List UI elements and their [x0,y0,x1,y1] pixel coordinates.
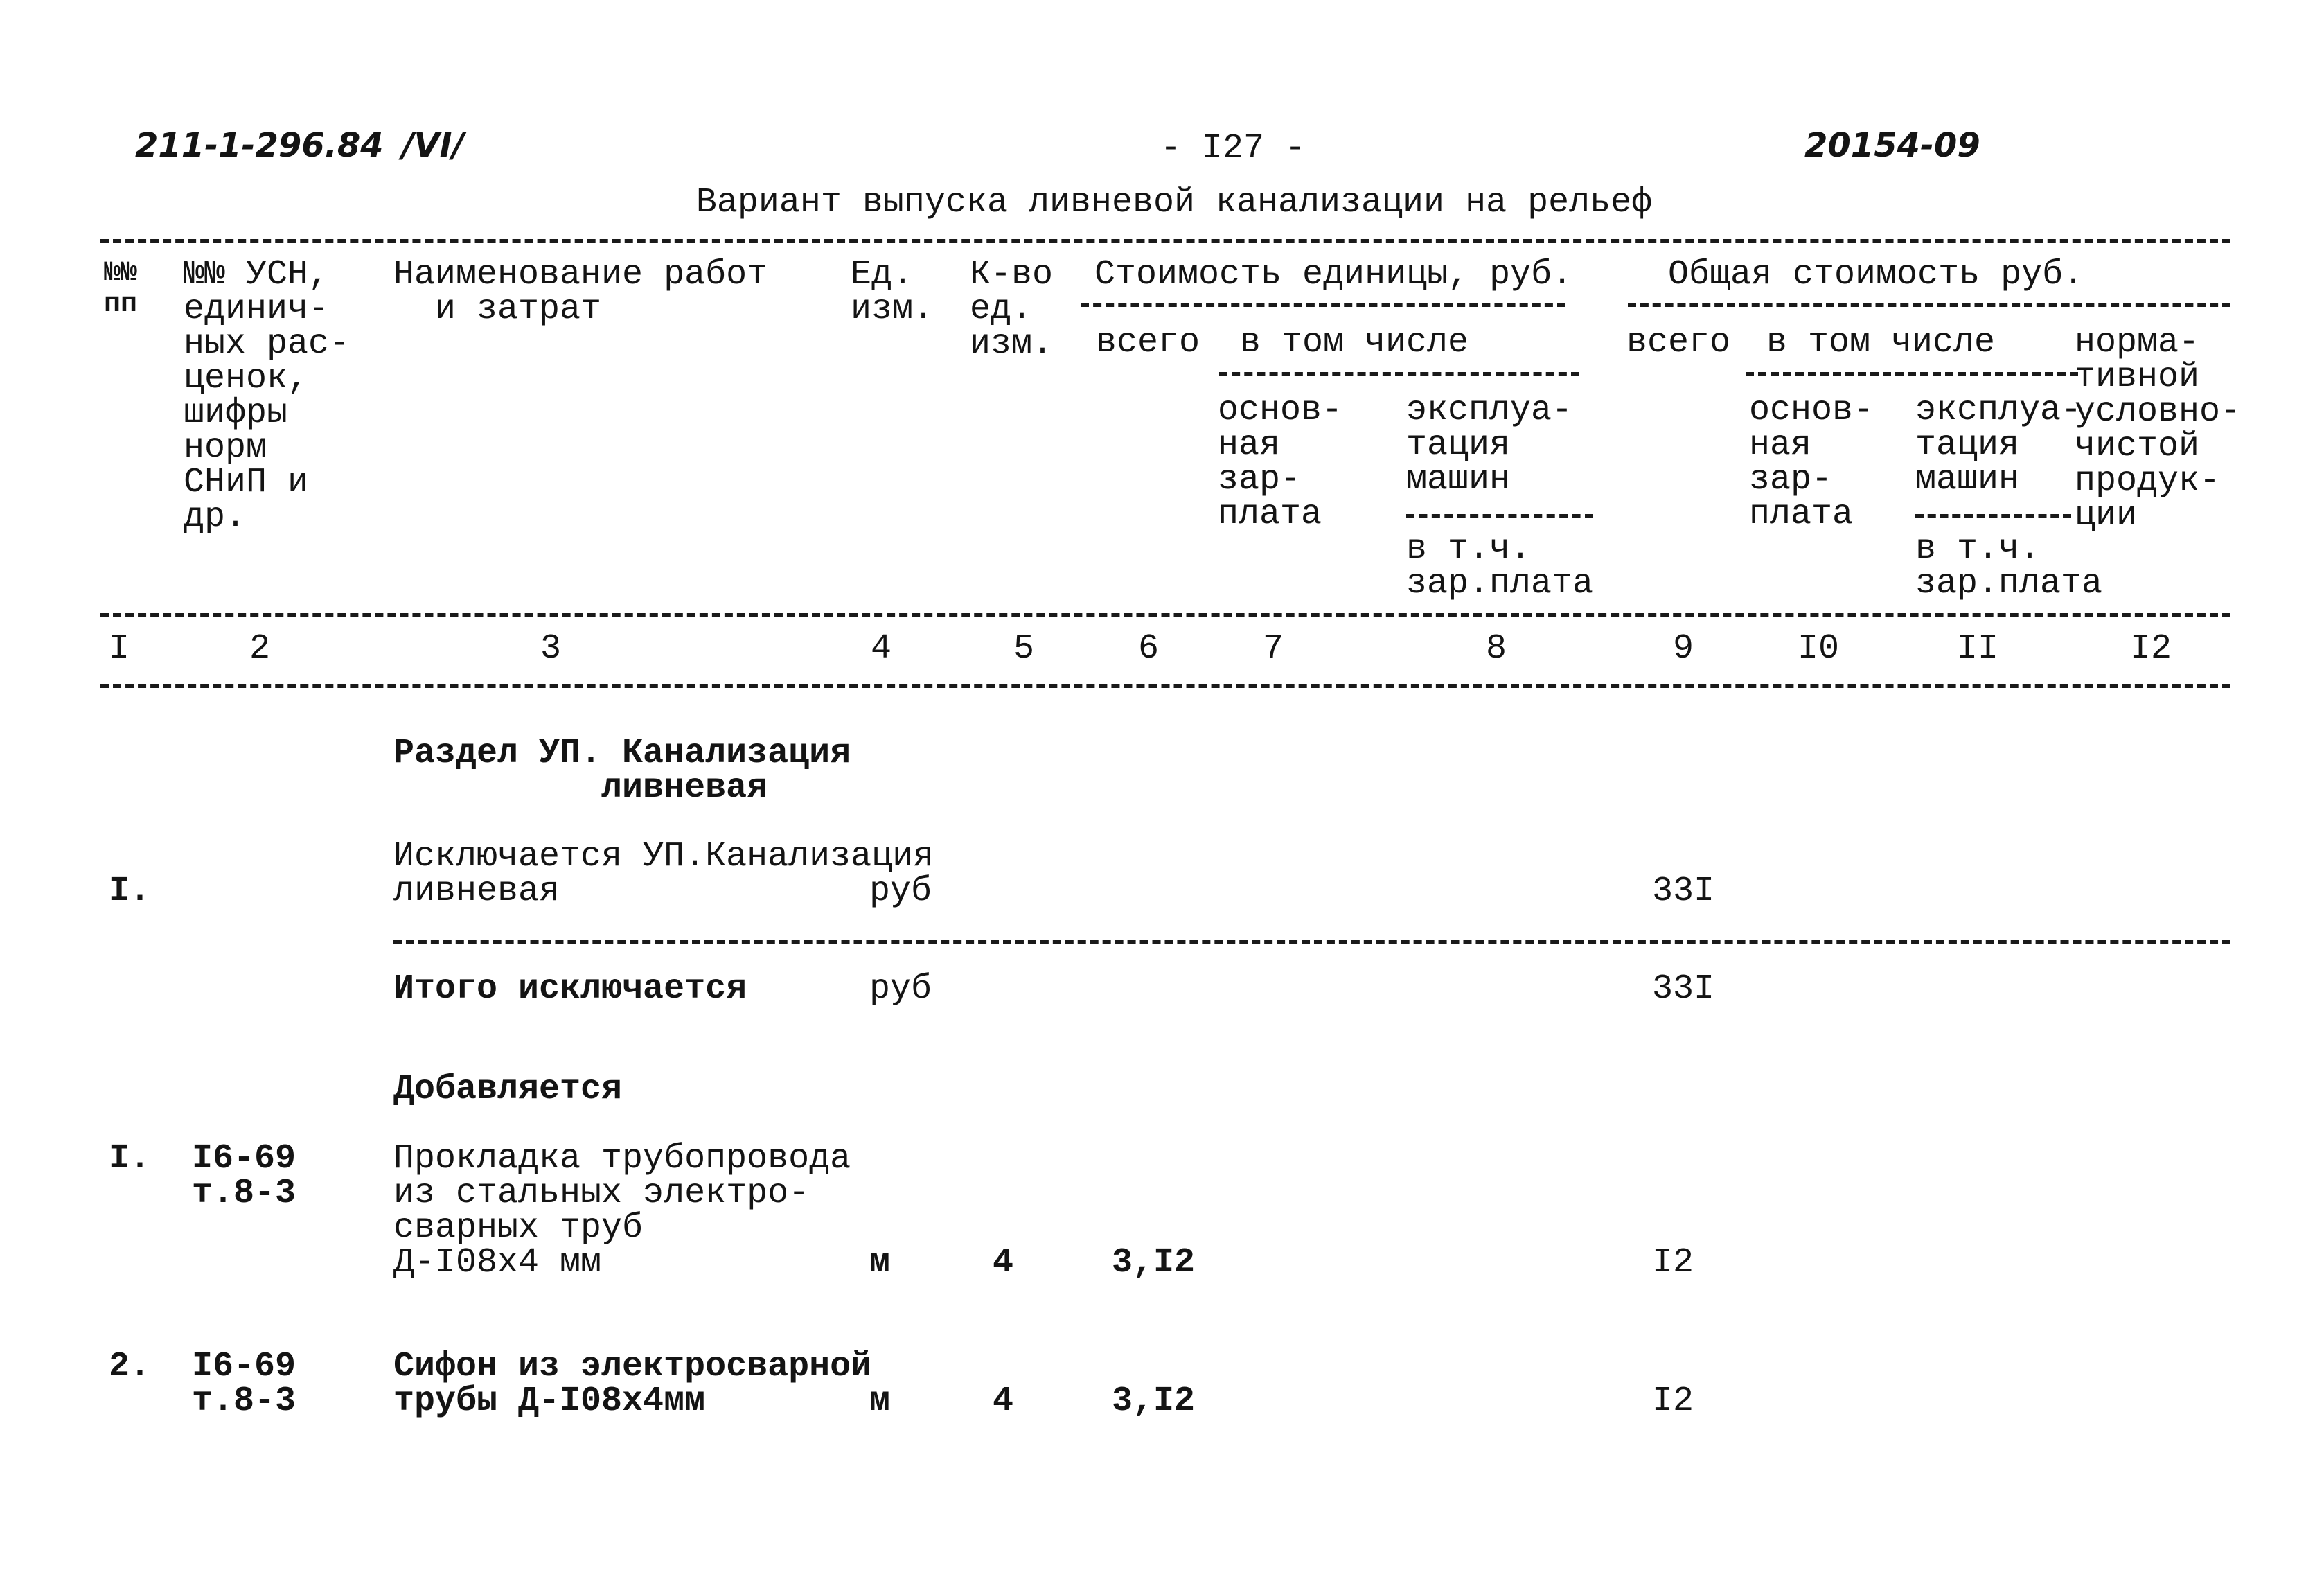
header-code: №№ УСН, единич- ных рас- ценок, шифры норм СНиП и др. [184,255,351,537]
added-row-1-total: I2 [1652,1243,1694,1282]
header-total-cost-group: Общая стоимость руб. [1668,255,2084,294]
column-number: 8 [1485,629,1507,669]
excluded-row-number: I. [109,872,151,911]
added-row-1-code: I6-69 т.8-3 [192,1139,296,1213]
page-title: Вариант выпуска ливневой канализации на рельеф [695,183,1653,222]
column-number: 6 [1137,629,1160,669]
excluded-row-unit: руб [869,872,932,911]
total-breakdown-rule [1746,372,2078,376]
header-unit-machine-use: эксплуа- тация машин [1406,391,1573,500]
header-bottom-rule [100,613,2230,617]
added-row-1-unit-cost: 3,I2 [1112,1243,1196,1282]
added-row-1-name: Прокладка трубопровода из стальных электро- сварных труб Д-I08х4 мм [393,1139,851,1282]
excluded-total-value: 33I [1652,969,1715,1009]
total-machine-subrule [1915,514,2071,518]
document-code: 211-1-296.84 [135,126,384,165]
added-row-2-quantity: 4 [993,1382,1014,1421]
header-unit-including: в том числе [1240,323,1469,362]
excluded-row-name: Исключается УП.Канализация ливневая [393,837,934,911]
column-number: I0 [1797,629,1840,669]
excluded-total-label: Итого исключается [393,969,747,1009]
inventory-number: 20154-09 [1804,126,1980,165]
added-row-2-code: I6-69 т.8-3 [192,1347,296,1421]
header-unit: Ед. изм. [851,255,934,329]
table-top-rule [100,239,2230,243]
unit-breakdown-rule [1219,372,1579,376]
header-unit-cost-group: Стоимость единицы, руб. [1094,255,1573,294]
header-unit-machine-salary: в т.ч. зар.плата [1406,529,1594,603]
excluded-row-total: 33I [1652,872,1715,911]
header-normative-production: норма- тивной условно- чистой продук- ции [2075,323,2242,536]
column-number: 5 [1013,629,1035,669]
added-title: Добавляется [393,1070,623,1109]
column-number: 4 [870,629,892,669]
header-total-base-salary: основ- ная зар- плата [1749,391,1874,534]
header-total-machine-use: эксплуа- тация машин [1915,391,2082,500]
header-overall-total: всего [1626,323,1731,362]
header-unit-base-salary: основ- ная зар- плата [1218,391,1343,534]
header-quantity: К-во ед. изм. [970,255,1054,364]
column-number: II [1956,629,1999,669]
added-row-1-quantity: 4 [993,1243,1014,1282]
column-number: 2 [249,629,271,669]
header-work-name: Наименование работ и затрат [393,255,768,329]
unit-cost-subrule [1081,303,1565,307]
section-title: Раздел УП. Канализация ливневая [393,734,851,808]
added-row-2-total: I2 [1652,1382,1694,1421]
header-unit-total: всего [1096,323,1200,362]
column-number: I2 [2129,629,2172,669]
added-row-2-name: Сифон из электросварной трубы Д-I08х4мм [393,1347,872,1421]
document-mark: /VI/ [402,126,465,165]
added-row-2-number: 2. [109,1347,151,1386]
column-number: 9 [1672,629,1694,669]
excluded-total-unit: руб [869,969,932,1009]
added-row-2-unit: м [869,1382,891,1421]
header-overall-including: в том числе [1766,323,1996,362]
header-row-number: №№ пп [104,258,138,320]
column-number: 3 [540,629,562,669]
added-row-1-unit: м [869,1243,891,1282]
added-row-2-unit-cost: 3,I2 [1112,1382,1196,1421]
column-numbers-rule [100,684,2230,688]
added-row-1-number: I. [109,1139,151,1179]
header-total-machine-salary: в т.ч. зар.плата [1915,529,2103,603]
column-number: 7 [1262,629,1284,669]
unit-machine-subrule [1406,514,1593,518]
total-cost-subrule [1628,303,2230,307]
excluded-total-rule [393,940,2230,944]
page-number: - I27 - [1160,129,1306,168]
column-number: I [108,629,130,669]
